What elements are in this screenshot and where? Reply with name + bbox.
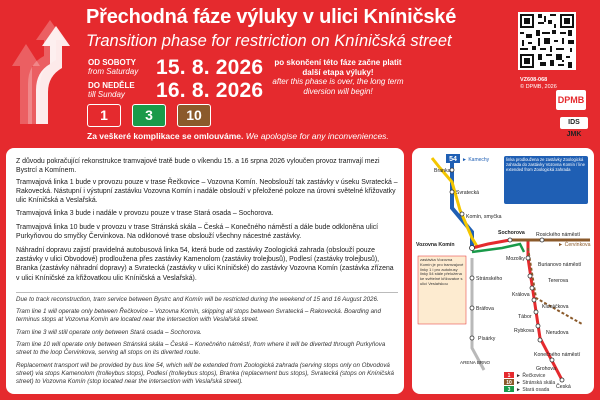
- paragraph-en-2: Tram line 1 will operate only between Řečkovice – Vozovna Komín, skipping all stops between Svratecká – Rakovecká. Boarding and terminus stops at Vozovna Komín are located near the intersection with Veslařská street.: [16, 308, 381, 324]
- paragraph-en-5: Replacement transport will be provided by bus line 54, which will be extended from Zoologická zahrada (serving stops only on Obvodová street) via stops Kamenolom (trolleybus stops), Podlesí (trolleybus stops), Branka (replacement bus stops), Svratecká (stops on Kníničská street) to Vozovna Komín (stop located near the intersection with Veslařská street).: [16, 362, 394, 386]
- legend-1-badge: 1: [507, 373, 511, 379]
- paragraph-en-3: Tram line 3 will still operate only between Stará osada – Sochorova.: [16, 329, 202, 336]
- stop-cervinkova: ► Červinkova: [558, 242, 591, 248]
- from-label-en: from Saturday: [88, 67, 139, 76]
- stop-neruda: Nerudova: [546, 330, 569, 336]
- diversion-arrow-icon: [6, 6, 78, 128]
- stop-branka: Branka: [434, 168, 451, 174]
- stop-grohova: Grohova: [536, 366, 556, 372]
- stop-rybkova: Rybkova: [514, 328, 535, 334]
- tram-note: zastávka Vozovna Komín je pro tramvajové linky 1 i pro autobusy linky 54 stále přeložena ke světelné křižovatce s ulicí Veslařskou: [420, 258, 464, 286]
- legend-10-badge: 10: [506, 380, 512, 386]
- from-date: 15. 8. 2026: [156, 56, 264, 79]
- stop-rosickeho: Rosického náměstí: [536, 232, 581, 238]
- title-english: Transition phase for restriction on Kníničská street: [86, 32, 452, 50]
- paragraph-en-4: Tram line 10 will operate only between Stránská skála – Česká – Konečného náměstí, from where it will be diverted through Purkyňova street to the loop Červinkova, serving all stops on its diverted route.: [16, 341, 386, 357]
- paragraph-cs-2: Tramvajová linka 1 bude v provozu pouze v trase Řečkovice – Vozovna Komín. Neobslouží tak zastávky v úseku Svratecká – Rakovecká. Nástupní i výstupní zastávku Vozovna Komín i nadále obslouží v přeložené poloze na úrovni světelné křižovatky ulic Kníničská a Veslařská.: [16, 179, 398, 205]
- notice-code: [520, 77, 557, 91]
- copyright: © DPMB, 2026: [520, 84, 557, 90]
- closed-section: [472, 258, 484, 370]
- stop-stranskeho: Stránského: [476, 276, 503, 282]
- qr-code[interactable]: [518, 12, 576, 70]
- stop-sochorova: Sochorova: [498, 230, 525, 236]
- legend-1-text: ► Řečkovice: [516, 373, 546, 379]
- phase-notice: [269, 58, 407, 96]
- paragraph-en-1: Due to track reconstruction, tram service between Bystrc and Komín will be restricted during the weekend of 15 and 16 August 2026.: [16, 296, 379, 303]
- apology-en: We apologise for any inconveniences.: [245, 131, 389, 141]
- till-date: 16. 8. 2026: [156, 79, 264, 102]
- line-badge-10: 10: [177, 104, 211, 127]
- line-badge-1: 1: [87, 104, 121, 127]
- legend-3-badge: 3: [507, 387, 511, 393]
- paragraph-cs-4: Tramvajová linka 10 bude v provozu v trase Stránská skála – Česká – Konečného náměstí a dále bude odkloněna ulicí Purkyňovou do smyčky Červinkova. Na odklonové trase obslouží všechny nácestné zastávky.: [16, 224, 379, 241]
- stop-burianovo: Burianovo náměstí: [538, 262, 582, 268]
- bus-note: linka prodloužena ze zastávky Zoologická zahrada do zastávky Vozovna Komín / line extended from Zoologická zahrada: [506, 157, 585, 172]
- diversion-map: [412, 148, 594, 394]
- legend-3-text: ► Stará osada: [516, 387, 550, 393]
- info-text-panel: [6, 148, 404, 394]
- stop-svratecka: Svratecká: [456, 190, 480, 196]
- stop-ceska: Česká: [556, 384, 571, 390]
- stop-pisarky: Písárky: [478, 336, 496, 342]
- apology-cs: Za veškeré komplikace se omlouváme.: [87, 131, 244, 141]
- stop-komin-smycka: Komín, smyčka: [466, 214, 502, 220]
- map-svg: [412, 148, 594, 394]
- till-label-cs: DO NEDĚLE: [88, 81, 135, 90]
- stop-mozolky: Mozolky: [506, 256, 526, 262]
- from-label-cs: OD SOBOTY: [88, 58, 137, 67]
- from-label: [88, 58, 138, 76]
- stop-vozovna-komin: Vozovna Komín: [416, 242, 455, 248]
- stop-brafova: Bráfova: [476, 306, 494, 312]
- stop-tabor: Tábor: [518, 314, 532, 320]
- bus-54-badge: 54: [449, 156, 457, 163]
- title-czech: Přechodná fáze výluky v ulici Kníničské: [86, 6, 457, 28]
- till-label-en: till Sunday: [88, 90, 125, 99]
- language-divider: [16, 292, 398, 293]
- stop-klusackova: Klusáčkova: [542, 304, 569, 310]
- notice-cs: po skončení této fáze začne platit další etapa výluky!: [274, 58, 402, 77]
- dpmb-logo: DPMB: [556, 90, 586, 110]
- paragraph-cs-5: Náhradní dopravu zajistí pravidelná autobusová linka 54, která bude od zastávky Zoologická zahrada (obslouží pouze zastávky v ulici Obvodové) prodloužena přes zastávky Kamenolom (zastávky trolejbusů), Podlesí (zastávky trolejbusů), Branka (zastávky náhradní dopravy) a Svratecká (zastávky v ulici Kníničské) do zastávky Vozovna Komín (zastávka zřízena v ulici Kníničské za křižovatkou ulic Kníničská a Veslařská).: [16, 247, 394, 282]
- stop-kralova: Králova: [512, 292, 530, 298]
- paragraph-cs-3: Tramvajová linka 3 bude i nadále v provozu pouze v trase Stará osada – Sochorova.: [16, 210, 274, 217]
- legend-10-text: ► Stránská skála: [516, 380, 556, 386]
- bus-54-destination: ► Kamechy: [462, 157, 490, 163]
- till-label: [88, 81, 135, 99]
- ids-jmk-logo: IDS JMK: [560, 117, 588, 129]
- stop-terezy: Tererova: [548, 278, 569, 284]
- apology: [87, 131, 389, 141]
- stop-konecneho: Konečného náměstí: [534, 352, 581, 358]
- paragraph-cs-1: Z důvodu pokračující rekonstrukce tramvajové tratě bude o víkendu 15. a 16 srpna 2026 vyloučen provoz tramvají mezi Bystrcí a Komínem.: [16, 158, 380, 175]
- stop-arena: ARENA BRNO: [460, 360, 491, 365]
- line-badge-3: 3: [132, 104, 166, 127]
- code-number: VZ608-068: [520, 77, 548, 83]
- notice-en: after this phase is over, the long term diversion will begin!: [272, 77, 404, 96]
